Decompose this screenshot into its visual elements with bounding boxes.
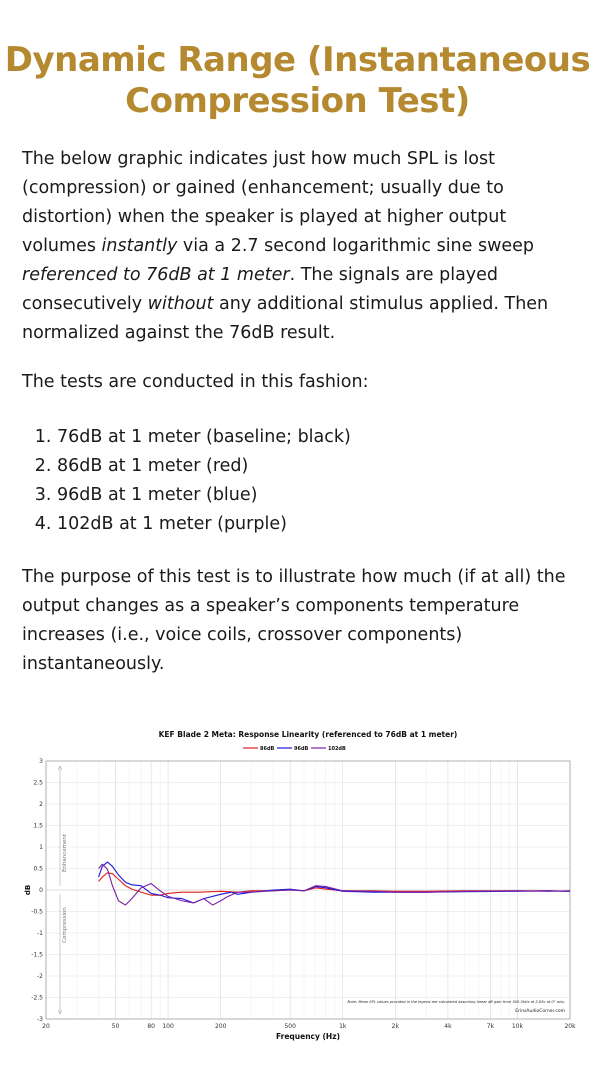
list-intro: The tests are conducted in this fashion: — [22, 372, 369, 392]
x-tick-label: 500 — [284, 1023, 296, 1030]
x-tick-label: 200 — [214, 1023, 227, 1030]
intro-paragraph: The below graphic indicates just how much SPL is lost (compression) or gained (enhancement; usually due to distortion) when the speaker is played at higher output volumes instantly via a 2.7 second logarithmic sine sweep referenced to 76dB at 1 meter. The signals are played consecutively without any additional stimulus applied. Then normalized against the 76dB result. — [22, 149, 549, 343]
y-tick-label: 2 — [39, 801, 43, 808]
y-tick-label: 1.5 — [33, 822, 43, 830]
x-tick-label: 80 — [147, 1023, 155, 1030]
list-item: 2. 86dB at 1 meter (red) — [57, 452, 595, 481]
x-tick-label: 20 — [42, 1023, 50, 1030]
y-tick-label: -1.5 — [31, 951, 43, 959]
y-tick-label: 3 — [39, 758, 43, 765]
purpose-paragraph: The purpose of this test is to illustrate how much (if at all) the output changes as a speaker’s components temperature increases (i.e., voice coils, crossover components) instantaneously. — [22, 567, 566, 674]
series-line-102dB — [99, 864, 570, 905]
page-title: Dynamic Range (Instantaneous Compression Test) — [4, 40, 591, 121]
chart-title: KEF Blade 2 Meta: Response Linearity (referenced to 76dB at 1 meter) — [158, 730, 458, 739]
x-tick-label: 10k — [511, 1023, 523, 1030]
list-item: 3. 96dB at 1 meter (blue) — [57, 481, 595, 510]
x-tick-label: 4k — [444, 1023, 452, 1030]
chart-legend — [243, 746, 346, 752]
y-axis-label: dB — [24, 884, 32, 896]
y-tick-label: 2.5 — [33, 779, 43, 787]
x-tick-label: 1k — [339, 1023, 347, 1030]
x-tick-label: 20k — [564, 1023, 576, 1030]
chart-note: Note: Mean SPL values provided in the legend are calculated assuming linear dB gain from 300-3kHz at 2.83v at 0° axis. — [347, 1000, 565, 1004]
y-tick-label: -2 — [37, 973, 43, 980]
y-tick-labels — [31, 758, 43, 1023]
y-tick-label: -1 — [37, 930, 43, 937]
chart-watermark: ErinsAudioCorner.com — [515, 1009, 565, 1014]
x-tick-label: 50 — [111, 1023, 120, 1030]
test-steps-list — [22, 423, 595, 539]
x-tick-labels — [42, 1023, 576, 1030]
y-tick-label: 0 — [39, 887, 43, 894]
x-tick-label: 100 — [162, 1023, 174, 1030]
legend-label: 96dB — [294, 746, 309, 752]
x-tick-label: 2k — [391, 1023, 399, 1030]
y-tick-label: 0.5 — [33, 865, 43, 873]
y-tick-label: -3 — [37, 1016, 43, 1023]
chart-svg — [0, 725, 595, 1045]
legend-label: 86dB — [260, 746, 275, 752]
compression-annotation: Compression — [62, 907, 68, 943]
response-linearity-chart — [0, 725, 595, 1045]
x-axis-label: Frequency (Hz) — [275, 1032, 341, 1041]
legend-label: 102dB — [328, 746, 346, 752]
list-item: 1. 76dB at 1 meter (baseline; black) — [57, 423, 595, 452]
y-tick-label: 1 — [39, 844, 43, 851]
y-tick-label: -0.5 — [31, 908, 43, 916]
list-item: 4. 102dB at 1 meter (purple) — [57, 510, 595, 539]
y-tick-label: -2.5 — [31, 994, 43, 1002]
enhancement-annotation: Enhancement — [62, 833, 68, 873]
x-tick-label: 7k — [486, 1023, 495, 1030]
